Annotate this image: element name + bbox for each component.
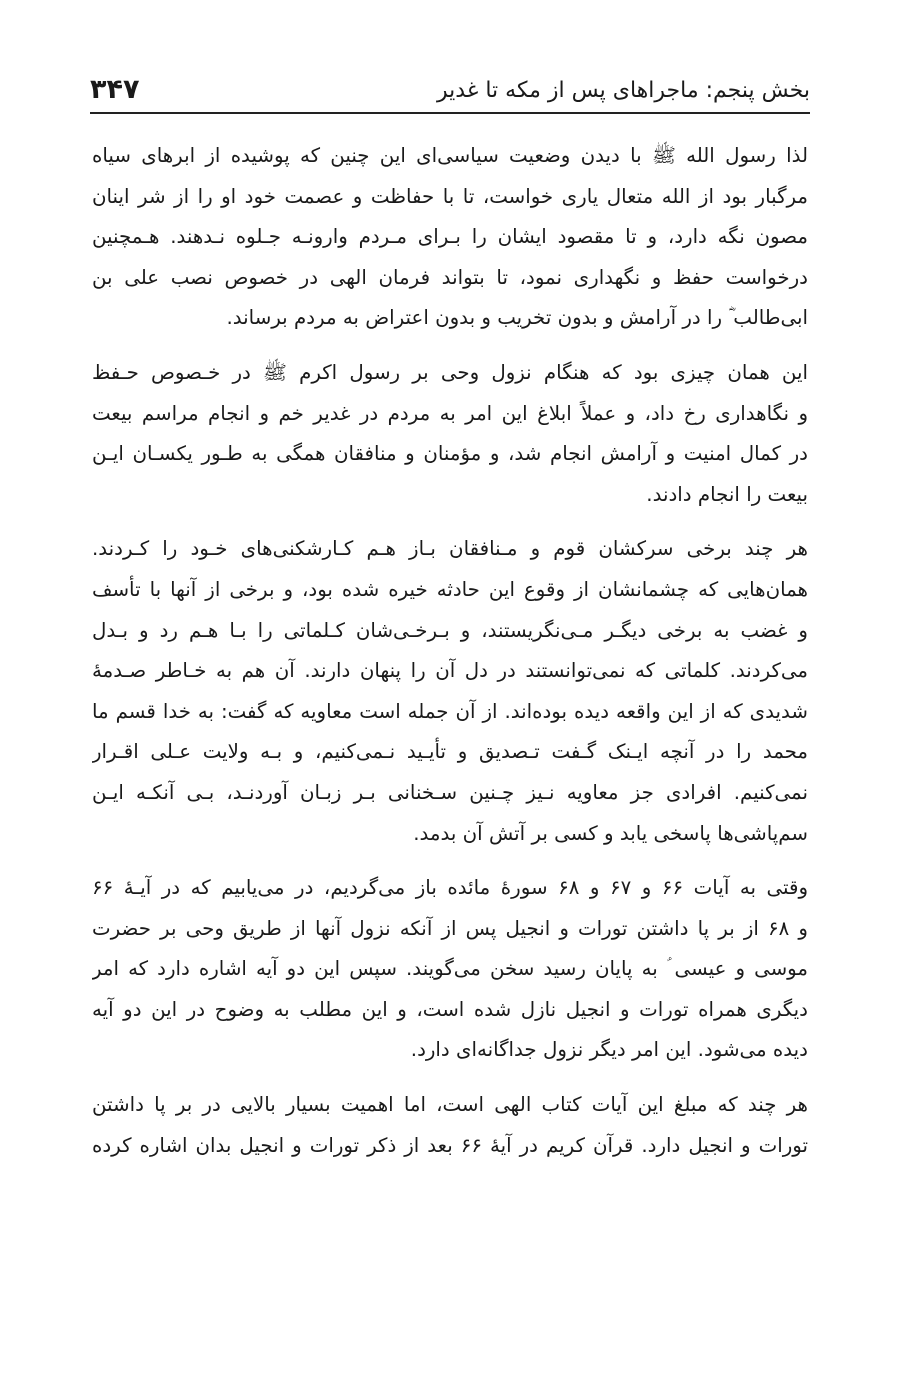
text-line: لذا رسول الله ﷺ با دیدن وضعیت سیاسی‌ای این چنین که پوشیده از ابرهای سیاه [92, 144, 808, 167]
text-line: موسی و عیسی ؑ به پایان رسید سخن می‌گویند. سپس این دو آیه اشاره دارد که امر [92, 957, 808, 981]
paragraph-3 [92, 529, 808, 854]
paragraph-4 [92, 868, 808, 1071]
text-line: مصون نگه دارد، و تا مقصود ایشان را بـرای مـردم وارونـه جـلوه نـدهند. هـمچنین [92, 225, 808, 249]
text-line: ابی‌طالب ؓ را در آرامش و بدون تخریب و بدون اعتراض به مردم برساند. [226, 306, 808, 330]
text-line: هر چند برخی سرکشان قوم و مـنافقان بـاز هـم کـارشکنی‌های خـود را کـردند. [92, 537, 808, 561]
text-line: بیعت را انجام دادند. [646, 482, 808, 506]
text-line: می‌کردند. کلماتی که نمی‌توانستند در دل آن را پنهان دارند. آن هم به خـاطر صـدمهٔ [92, 659, 808, 683]
text-line: و ۶۸ از بر پا داشتن تورات و انجیل پس از آنکه نزول آنها از طریق وحی بر حضرت [92, 916, 808, 940]
body-text [92, 136, 808, 1180]
running-title: بخش پنجم: ماجراهای پس از مکه تا غدیر [437, 78, 810, 103]
text-line: نمی‌کنیم. افرادی جز معاویه نـیز چـنین سـخنانی بـر زبـان آوردنـد، بـی آنکـه ایـن [92, 780, 808, 804]
page-header [90, 58, 810, 114]
text-line: شدیدی که از این واقعه دیده بوده‌اند. از آن جمله است معاویه که گفت: به خدا قسم ما [92, 699, 808, 723]
text-line: وقتی به آیات ۶۶ و ۶۷ و ۶۸ سورهٔ مائده باز می‌گردیم، در می‌یابیم که در آیـهٔ ۶۶ [92, 876, 808, 900]
text-line: در کمال امنیت و آرامش انجام شد، و مؤمنان و منافقان همگی به طـور یکسـان ایـن [92, 442, 808, 466]
text-line: و نگاهداری رخ داد، و عملاً ابلاغ این امر به مردم در غدیر خم و انجام مراسم بیعت [92, 401, 808, 425]
text-line: دیده می‌شود. این امر دیگر نزول جداگانه‌ای دارد. [410, 1038, 808, 1062]
text-line: سم‌پاشی‌ها پاسخی یابد و کسی بر آتش آن بدمد. [413, 821, 808, 845]
text-line: تورات و انجیل دارد. قرآن کریم در آیهٔ ۶۶ بعد از ذکر تورات و انجیل بدان اشاره کرده [92, 1133, 808, 1157]
page-number: ۳۴۷ [90, 74, 140, 105]
paragraph-5 [92, 1085, 808, 1166]
paragraph-1 [92, 136, 808, 339]
text-line: این همان چیزی بود که هنگام نزول وحی بر رسول اکرم ﷺ در خـصوص حـفظ [92, 360, 808, 384]
paragraph-2 [92, 353, 808, 515]
text-line: هر چند که مبلغ این آیات کتاب الهی است، اما اهمیت بسیار بالایی در بر پا داشتن [92, 1093, 808, 1117]
text-line: همان‌هایی که چشمانشان از وقوع این حادثه خیره شده بود، و برخی از آنها با تأسف [92, 577, 808, 601]
text-line: درخواست حفظ و نگهداری نمود، تا بتواند فرمان الهی در خصوص نصب علی بن [92, 265, 808, 289]
text-line: مرگبار بود از الله متعال یاری خواست، تا با حفاظت و عصمت خود او را از شر اینان [92, 184, 808, 208]
text-line: و غضب به برخی دیگـر مـی‌نگریستند، و بـرخـی‌شان کـلماتی را بـا هـم رد و بـدل [92, 618, 808, 642]
text-line: دیگری همراه تورات و انجیل نازل شده است، و این مطلب به وضوح در این دو آیه [92, 997, 808, 1021]
text-line: محمد را در آنچه ایـنک گـفت تـصدیق و تأیـید نـمی‌کنیم، و بـه ولایت عـلی اقـرار [92, 740, 808, 764]
